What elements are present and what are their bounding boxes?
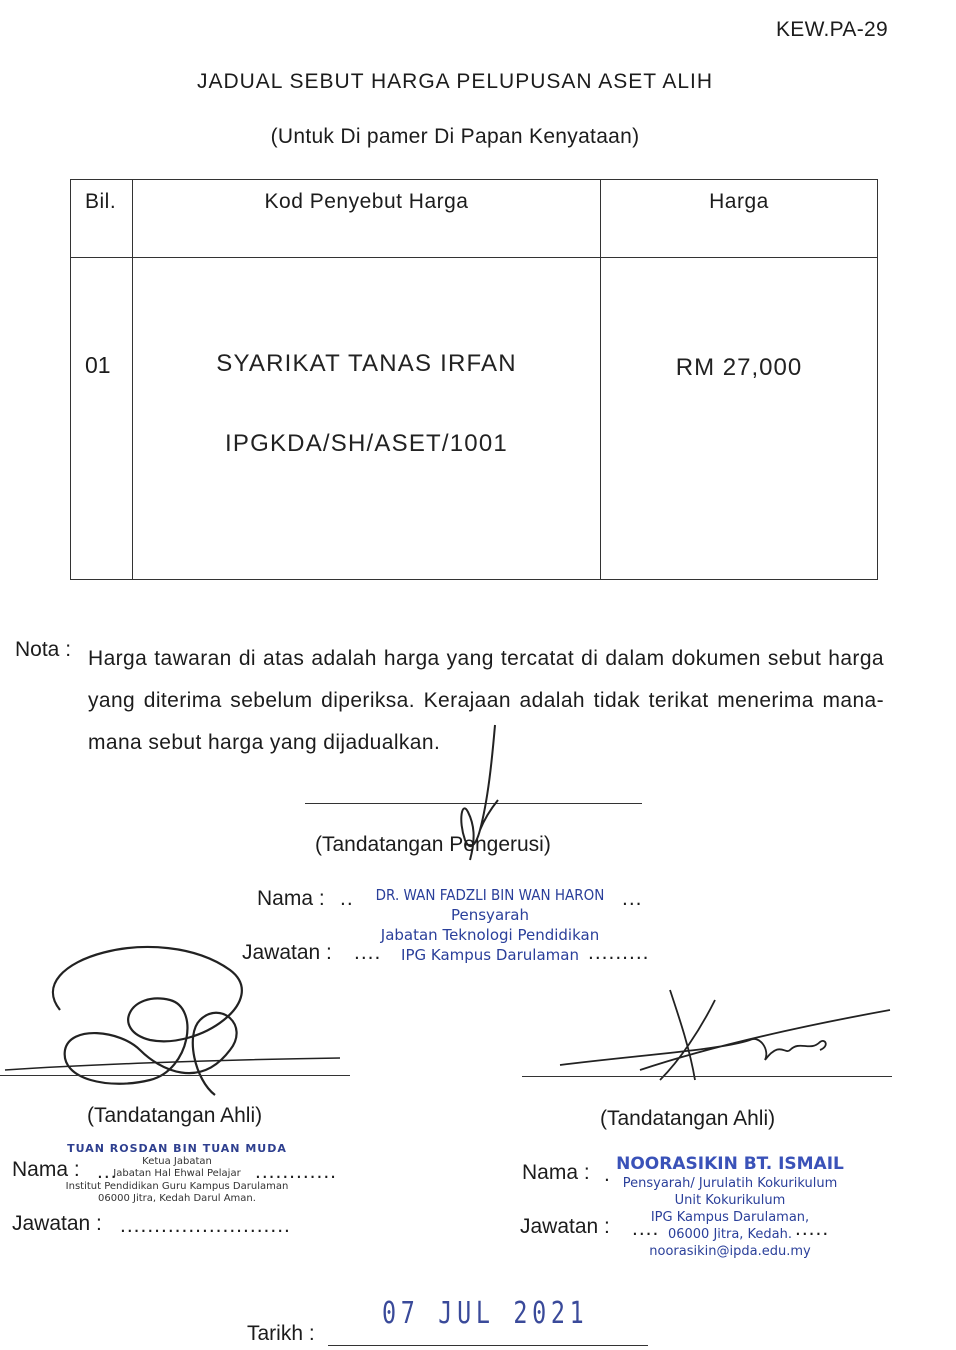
member-left-nama-dots: ... (97, 1160, 118, 1183)
document-title: JADUAL SEBUT HARGA PELUPUSAN ASET ALIH (196, 70, 714, 93)
member-left-signature-line (0, 1075, 350, 1076)
nota-label: Nota : (15, 638, 72, 661)
chairman-stamp-line-3: Jabatan Teknologi Pendidikan (380, 926, 600, 944)
chairman-jawatan-dots: .... (354, 941, 382, 964)
company-name: SYARIKAT TANAS IRFAN (216, 350, 517, 377)
chairman-stamp (350, 885, 630, 965)
member-left-nama-label: Nama : (12, 1158, 80, 1181)
member-right-jawatan-label: Jawatan : (520, 1215, 610, 1238)
member-right-signature-label: (Tandatangan Ahli) (600, 1107, 776, 1130)
header-harga: Harga (601, 180, 878, 258)
chairman-stamp-line-4: IPG Kampus Darulaman (401, 946, 579, 964)
date-stamp: 07 JUL 2021 (382, 1296, 589, 1331)
header-kod: Kod Penyebut Harga (133, 180, 601, 258)
member-right-stamp-line-6: noorasikin@ipda.edu.my (649, 1244, 811, 1259)
member-right-stamp-line-2: Pensyarah/ Jurulatih Kokurikulum (622, 1176, 838, 1191)
header-bil: Bil. (71, 180, 133, 258)
member-right-stamp-line-3: Unit Kokurikulum (674, 1193, 786, 1208)
member-right-jawatan-dots-end: ..... (795, 1217, 830, 1240)
member-right-signature (520, 980, 900, 1090)
quotation-table (70, 179, 878, 580)
member-left-stamp-line-2: Ketua Jabatan (142, 1155, 212, 1167)
member-left-stamp (62, 1143, 292, 1206)
member-right-stamp-line-5: 06000 Jitra, Kedah. (667, 1227, 793, 1242)
row-number: 01 (71, 258, 133, 580)
member-right-stamp-name: NOORASIKIN BT. ISMAIL (616, 1154, 844, 1174)
member-left-stamp-line-4: Institut Pendidikan Guru Kampus Darulaman (65, 1180, 289, 1192)
table-row (71, 258, 878, 580)
member-left-jawatan-dots: ......................... (120, 1214, 291, 1237)
chairman-nama-dots-end: ... (622, 887, 643, 910)
chairman-stamp-line-2: Pensyarah (451, 906, 529, 924)
member-right-signature-line (522, 1076, 892, 1077)
member-left-jawatan-label: Jawatan : (12, 1212, 102, 1235)
member-left-signature-label: (Tandatangan Ahli) (87, 1104, 263, 1127)
member-right-stamp-line-4: IPG Kampus Darulaman, (650, 1210, 810, 1225)
member-right-jawatan-dots: .... (632, 1217, 660, 1240)
tarikh-label: Tarikh : (247, 1322, 315, 1345)
row-quoter (133, 258, 601, 580)
member-left-stamp-line-3: Jabatan Hal Ehwal Pelajar (113, 1168, 241, 1179)
chairman-nama-label: Nama : (257, 887, 325, 910)
member-right-stamp (600, 1153, 860, 1260)
chairman-jawatan-label: Jawatan : (242, 941, 332, 964)
member-left-stamp-name: TUAN ROSDAN BIN TUAN MUDA (67, 1142, 287, 1155)
chairman-signature-label: (Tandatangan Pengerusi) (315, 833, 551, 856)
member-left-nama-dots-end: ............ (255, 1160, 338, 1183)
member-right-nama-label: Nama : (522, 1161, 590, 1184)
document-subtitle: (Untuk Di pamer Di Papan Kenyataan) (270, 125, 640, 148)
reference-code: IPGKDA/SH/ASET/1001 (225, 430, 508, 457)
tarikh-line (328, 1345, 648, 1346)
chairman-jawatan-dots-end: ......... (588, 941, 650, 964)
chairman-nama-dots: .. (340, 887, 354, 910)
member-left-stamp-line-5: 06000 Jitra, Kedah Darul Aman. (98, 1193, 256, 1204)
member-right-nama-dots: . (604, 1163, 611, 1186)
chairman-stamp-name: DR. WAN FADZLI BIN WAN HARON (375, 886, 605, 904)
table-header-row (71, 180, 878, 258)
row-price: RM 27,000 (601, 258, 878, 580)
nota-text: Harga tawaran di atas adalah harga yang tercatat di dalam dokumen sebut harga yang diterima sebelum diperiksa. Kerajaan adalah tidak terikat menerima mana-mana sebut harga yang dijadualkan. (88, 647, 884, 754)
form-code: KEW.PA-29 (775, 18, 888, 41)
